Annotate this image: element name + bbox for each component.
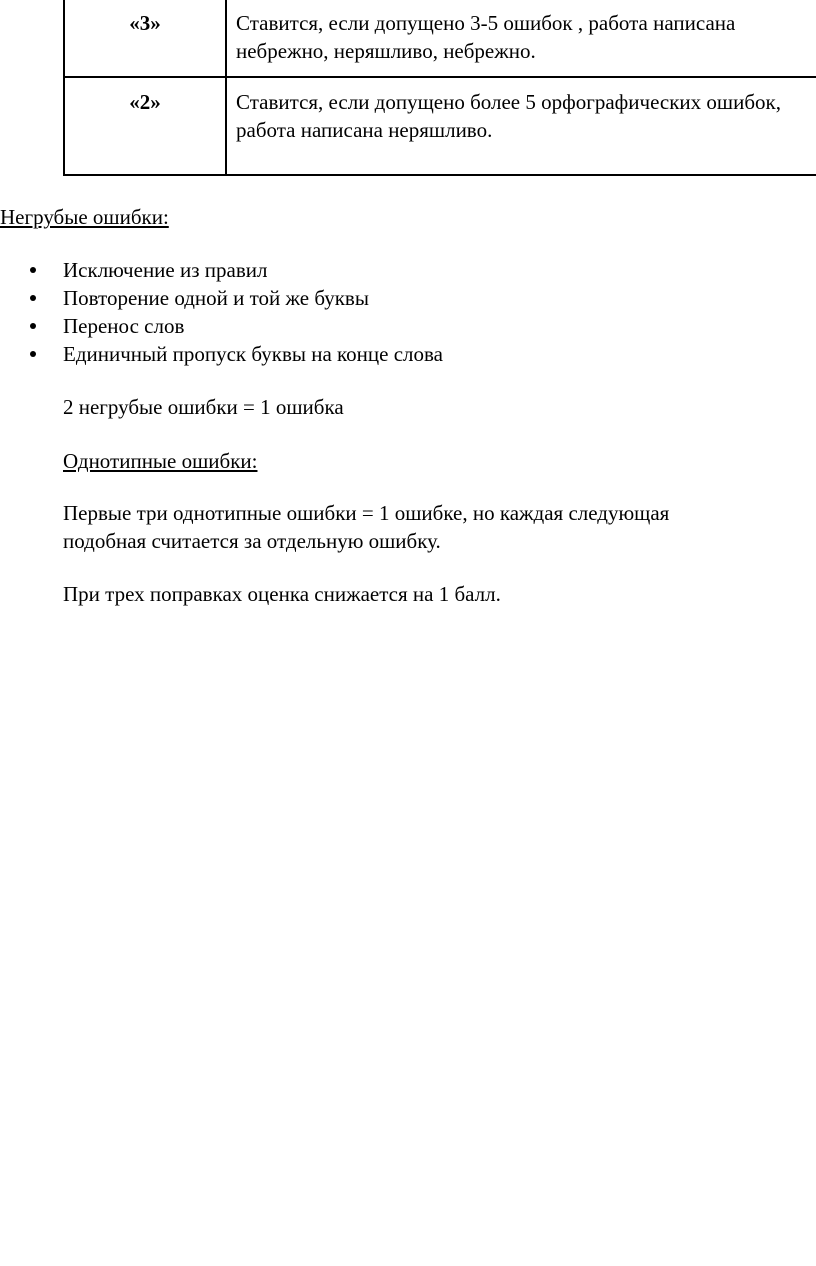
description-line: работа написана неряшливо. bbox=[236, 118, 493, 142]
list-item bbox=[0, 340, 443, 368]
grading-table bbox=[63, 0, 816, 176]
list-item bbox=[0, 256, 443, 284]
grade-cell bbox=[64, 0, 226, 77]
bullet-icon bbox=[30, 351, 36, 357]
list-item bbox=[0, 312, 443, 340]
corrections-rule: При трех поправках оценка снижается на 1 балл. bbox=[63, 582, 501, 606]
list-item bbox=[0, 284, 443, 312]
same-type-paragraph bbox=[63, 499, 669, 555]
minor-errors-heading: Негрубые ошибки: bbox=[0, 205, 169, 229]
description-cell bbox=[226, 77, 816, 175]
same-type-heading: Однотипные ошибки: bbox=[63, 449, 258, 473]
list-item-text: Исключение из правил bbox=[63, 258, 268, 282]
grade-label: «2» bbox=[129, 90, 161, 114]
bullet-icon bbox=[30, 295, 36, 301]
table-row bbox=[64, 77, 816, 175]
grade-label: «3» bbox=[129, 11, 161, 35]
description-line: небрежно, неряшливо, небрежно. bbox=[236, 39, 536, 63]
list-item-text: Перенос слов bbox=[63, 314, 185, 338]
bullet-icon bbox=[30, 323, 36, 329]
minor-errors-rule: 2 негрубые ошибки = 1 ошибка bbox=[63, 395, 344, 419]
paragraph-line: подобная считается за отдельную ошибку. bbox=[63, 529, 441, 553]
bullet-icon bbox=[30, 267, 36, 273]
description-line: Ставится, если допущено более 5 орфографических ошибок, bbox=[236, 90, 781, 114]
grade-cell bbox=[64, 77, 226, 175]
paragraph-line: Первые три однотипные ошибки = 1 ошибке, но каждая следующая bbox=[63, 501, 670, 525]
description-cell bbox=[226, 0, 816, 77]
minor-errors-list bbox=[0, 256, 443, 368]
list-item-text: Повторение одной и той же буквы bbox=[63, 286, 369, 310]
table-row bbox=[64, 0, 816, 77]
description-line: Ставится, если допущено 3-5 ошибок , работа написана bbox=[236, 11, 736, 35]
list-item-text: Единичный пропуск буквы на конце слова bbox=[63, 342, 443, 366]
